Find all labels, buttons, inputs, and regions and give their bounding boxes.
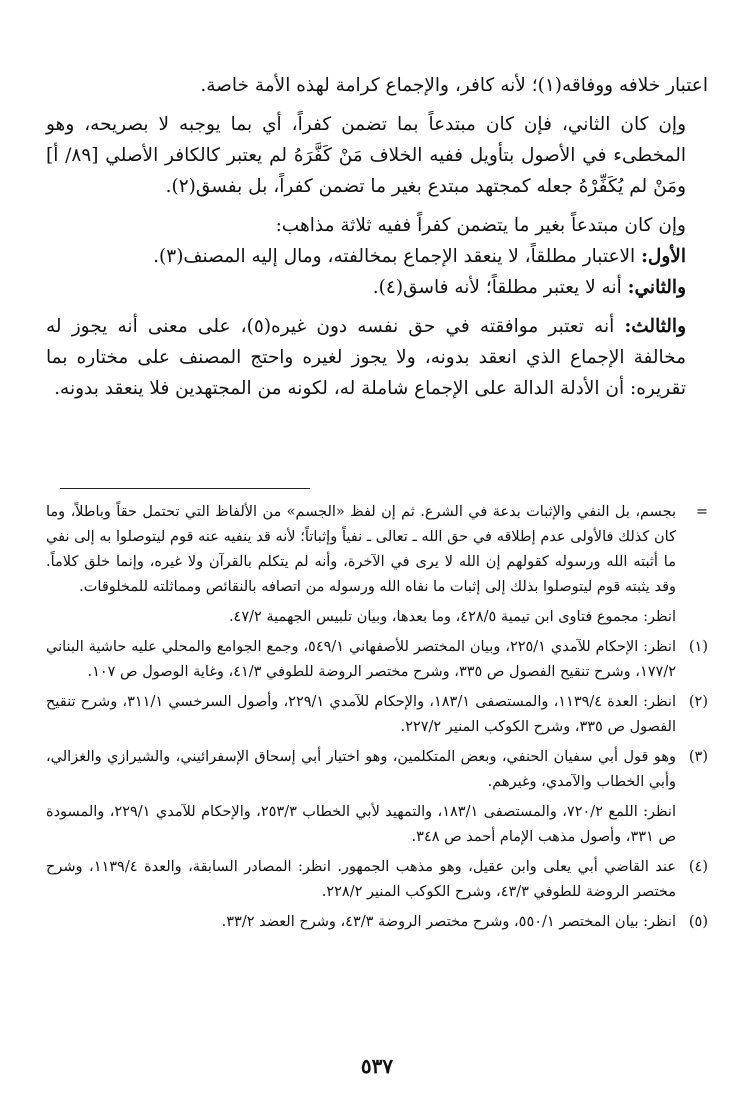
paragraph-3: وإن كان مبتدعاً بغير ما يتضمن كفراً ففيه ثلاثة مذاهب: [275, 215, 686, 236]
footnote-5 [46, 910, 708, 935]
continuation-text: بجسم، بل النفي والإثبات بدعة في الشرع. ثم إن لفظ «الجسم» من الألفاظ التي تحتمل حقاً وباطلاً، وما كان كذلك فالأولى عدم إطلاقه في حق الله ـ تعالى ـ نفياً وإثباتاً؛ لأنه قد ينفيه عنه قوم ليتوصلوا به إلى نفي ما أثبته الله ورسوله كقولهم إن الله لا يرى في الآخرة، وأنه لم يتكلم بالقرآن ولا غيره، وإنما خلق كلاماً. وقد يثبته قوم ليتوصلوا بذلك إلى إثبات ما نفاه الله ورسوله من اتصافه بالنقائص ومماثلته للمخلوقات. [46, 504, 676, 595]
opinion-third-text: أنه تعتبر موافقته في حق نفسه دون غيره(٥)، على معنى أنه يجوز له مخالفة الإجماع الذي انعقد بدونه، ولا يجوز لغيره واحتج المصنف على مختاره بما تقريره: أن الأدلة الدالة على الإجماع شاملة له، لكونه من المجتهدين فلا ينعقد بدونه. [46, 316, 686, 399]
footnote-separator [60, 488, 310, 489]
footnote-text: عند القاضي أبي يعلى وابن عقيل، وهو مذهب الجمهور. انظر: المصادر السابقة، والعدة ١١٣٩/٤، وشرح مختصر الروضة للطوفي ٤٣/٣، وشرح الكوكب المنير ٢٢٨/٢. [46, 859, 676, 900]
paragraph-1: اعتبار خلافه ووفاقه(١)؛ لأنه كافر، والإجماع كرامة لهذه الأمة خاصة. [200, 75, 708, 96]
opinion-first-text: الاعتبار مطلقاً، لا ينعقد الإجماع بمخالفته، ومال إليه المصنف(٣). [153, 246, 636, 267]
footnotes [46, 500, 708, 940]
footnote-3-reference [46, 800, 708, 850]
footnote-3 [46, 745, 708, 795]
continuation-mark: = [695, 504, 708, 520]
opinion-first-label: الأول: [641, 246, 686, 267]
footnote-text: انظر: بيان المختصر ٥٥٠/١، وشرح مختصر الروضة ٤٣/٣، وشرح العضد ٣٣/٢. [221, 914, 676, 930]
paragraph-2: وإن كان الثاني، فإن كان مبتدعاً بما تضمن كفراً، أي بما يوجبه لا بصريحه، وهو المخطىء في الأصول بتأويل ففيه الخلاف مَنْ كَفَّرَهُ لم يعتبر كالكافر الأصلي [٨٩/ أ] ومَنْ لم يُكَفِّرْهُ جعله كمجتهد مبتدع بغير ما تضمن كفراً، بل بفسق(٢). [46, 114, 686, 197]
footnote-number: (٣) [688, 749, 708, 765]
opinion-second-text: أنه لا يعتبر مطلقاً؛ لأنه فاسق(٤). [372, 277, 622, 298]
footnote-text: انظر: الإحكام للآمدي ٢٢٥/١، وبيان المختصر للأصفهاني ٥٤٩/١، وجمع الجوامع والمحلي عليه حاشية البناني ١٧٧/٢، وشرح تنقيح الفصول ص ٣٣٥، وشرح مختصر الروضة للطوفي ٤١/٣، وغاية الوصول ص ١٠٧. [46, 639, 676, 680]
opinion-second-label: والثاني: [627, 277, 686, 298]
footnote-4 [46, 855, 708, 905]
footnote-2 [46, 690, 708, 740]
main-text [46, 70, 708, 404]
continuation-reference: انظر: مجموع فتاوى ابن تيمية ٤٢٨/٥، وما بعدها، وبيان تلبيس الجهمية ٤٧/٢. [228, 609, 676, 625]
footnote-1 [46, 635, 708, 685]
page-number: ٥٣٧ [360, 1054, 394, 1078]
footnote-number: (٥) [688, 914, 708, 930]
opinion-second [46, 272, 708, 303]
footnote-continuation [46, 500, 708, 600]
opinion-first [46, 241, 708, 272]
footnote-number: (٤) [688, 859, 708, 875]
opinion-third-label: والثالث: [624, 316, 686, 337]
footnote-number: (٢) [688, 694, 708, 710]
footnote-text: انظر: اللمع ٧٢٠/٢، والمستصفى ١٨٣/١، والتمهيد لأبي الخطاب ٢٥٣/٣، والإحكام للآمدي ٢٢٩/١، والمسودة ص ٣٣١، وأصول مذهب الإمام أحمد ص ٣٤٨. [46, 804, 676, 845]
footnote-text: انظر: العدة ١١٣٩/٤، والمستصفى ١٨٣/١، والإحكام للآمدي ٢٢٩/١، وأصول السرخسي ٣١١/١، وشرح تنقيح الفصول ص ٣٣٥، وشرح الكوكب المنير ٢٢٧/٢. [46, 694, 676, 735]
opinion-third [46, 311, 708, 404]
footnote-text: وهو قول أبي سفيان الحنفي، وبعض المتكلمين، وهو اختيار أبي إسحاق الإسفرائيني، والشيرازي والغزالي، وأبي الخطاب والآمدي، وغيرهم. [46, 749, 676, 790]
footnote-number: (١) [688, 639, 708, 655]
